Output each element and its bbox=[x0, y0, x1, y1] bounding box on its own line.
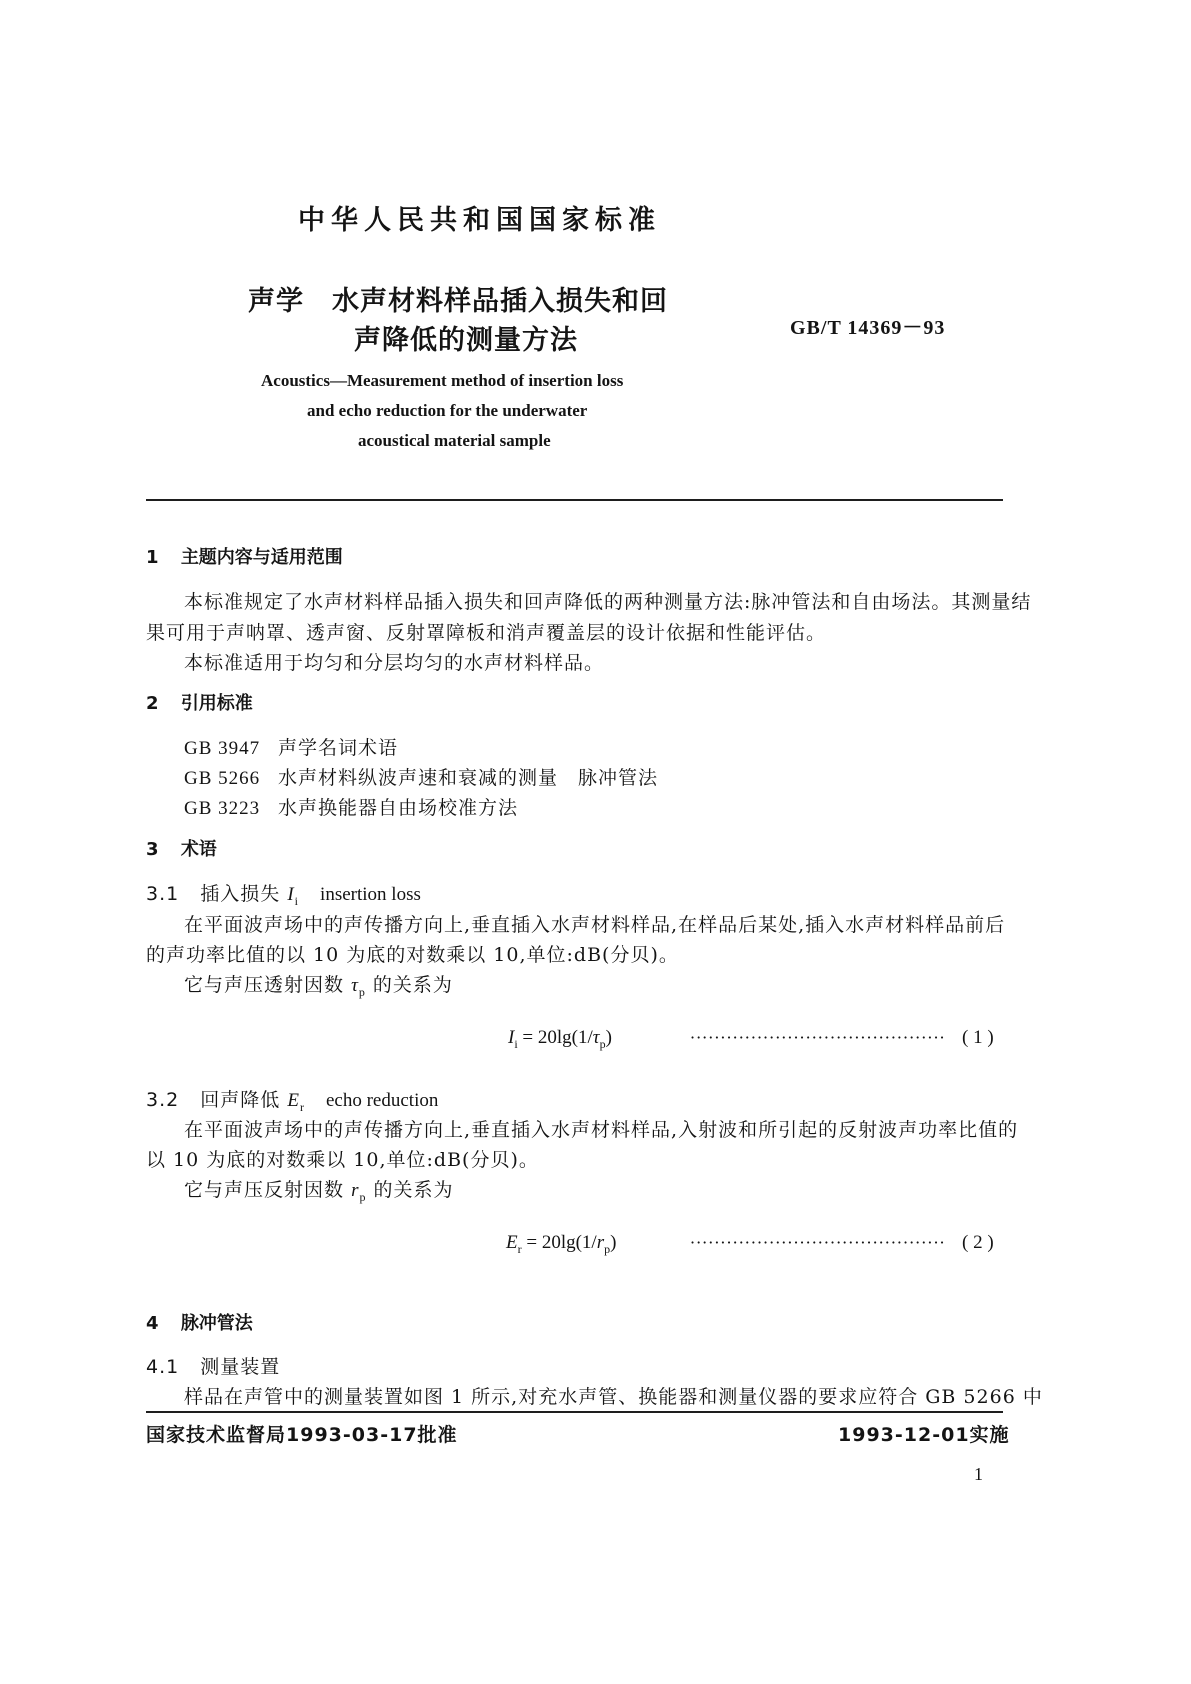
section-2-number: 2 bbox=[146, 693, 159, 714]
section-4-heading bbox=[146, 1309, 253, 1335]
term-3-2-relation bbox=[184, 1175, 454, 1205]
english-title-line-2: and echo reduction for the underwater bbox=[307, 401, 588, 420]
term-3-1-definition-b: 的声功率比值的以 10 为底的对数乘以 10,单位:dB(分贝)。 bbox=[146, 944, 679, 966]
section-1-heading bbox=[146, 543, 343, 569]
term-3-2-number: 3.2 bbox=[146, 1089, 180, 1111]
english-title-line-1: Acoustics—Measurement method of insertion loss bbox=[261, 371, 624, 390]
equation-1-leader-dots: ·········································· bbox=[690, 1028, 946, 1047]
term-3-2-definition-b: 以 10 为底的对数乘以 10,单位:dB(分贝)。 bbox=[146, 1149, 539, 1171]
equation-2-leader-dots: ·········································· bbox=[690, 1233, 946, 1252]
term-3-2-symbol: E bbox=[287, 1090, 300, 1111]
reference-row bbox=[184, 733, 398, 760]
title-line-2: 声降低的测量方法 bbox=[354, 325, 578, 356]
term-3-2-zh: 回声降低 bbox=[200, 1089, 281, 1111]
term-3-1-en: insertion loss bbox=[320, 884, 421, 905]
equation-1-lhs-sub: i bbox=[514, 1036, 518, 1051]
page-number: 1 bbox=[974, 1464, 983, 1484]
equation-2 bbox=[506, 1232, 616, 1257]
section-4-title: 脉冲管法 bbox=[180, 1313, 253, 1334]
reference-row bbox=[184, 763, 658, 790]
section-1-para-2: 本标准适用于均匀和分层均匀的水声材料样品。 bbox=[184, 652, 605, 674]
section-1-number: 1 bbox=[146, 547, 159, 568]
equation-2-end: ) bbox=[610, 1232, 617, 1253]
term-3-2-subscript: r bbox=[299, 1099, 305, 1114]
equation-2-lhs-sub: r bbox=[517, 1241, 522, 1256]
section-3-heading bbox=[146, 835, 217, 861]
subsection-4-1-number: 4.1 bbox=[146, 1356, 180, 1378]
national-standard-title: 中华人民共和国国家标准 bbox=[298, 205, 661, 236]
section-3-number: 3 bbox=[146, 839, 159, 860]
subsection-4-1-title: 测量装置 bbox=[200, 1356, 281, 1378]
equation-2-symbol: r bbox=[596, 1232, 605, 1253]
equation-1 bbox=[508, 1027, 612, 1052]
term-3-1-number: 3.1 bbox=[146, 883, 180, 905]
section-1-title: 主题内容与适用范围 bbox=[180, 547, 343, 568]
reference-code: GB 3223 bbox=[184, 798, 261, 819]
term-3-1-symbol: I bbox=[287, 884, 295, 905]
section-2-heading bbox=[146, 689, 253, 715]
term-3-2-heading bbox=[146, 1085, 438, 1115]
reference-code: GB 5266 bbox=[184, 768, 261, 789]
term-3-1-subscript: i bbox=[294, 893, 299, 908]
reference-title: 声学名词术语 bbox=[278, 737, 399, 759]
reference-row bbox=[184, 793, 518, 820]
relation-symbol: r bbox=[351, 1180, 360, 1201]
equation-1-mid: = 20lg(1/ bbox=[517, 1027, 593, 1048]
relation-suffix: 的关系为 bbox=[372, 974, 453, 996]
equation-1-symbol: τ bbox=[592, 1027, 600, 1048]
equation-1-symbol-sub: p bbox=[599, 1036, 606, 1051]
effective-date: 1993-12-01实施 bbox=[838, 1424, 1010, 1446]
equation-2-lhs: E bbox=[506, 1232, 518, 1253]
term-3-1-definition-a: 在平面波声场中的声传播方向上,垂直插入水声材料样品,在样品后某处,插入水声材料样品前后 bbox=[184, 914, 1006, 936]
equation-1-number: ( 1 ) bbox=[962, 1027, 994, 1048]
standard-code bbox=[790, 311, 945, 340]
relation-subscript: p bbox=[358, 984, 366, 999]
section-2-title: 引用标准 bbox=[180, 693, 253, 714]
standard-code-text: GB/T 14369－93 bbox=[790, 317, 946, 339]
section-3-title: 术语 bbox=[180, 839, 217, 860]
equation-1-end: ) bbox=[605, 1027, 612, 1048]
equation-2-symbol-sub: p bbox=[604, 1241, 611, 1256]
relation-prefix: 它与声压透射因数 bbox=[184, 974, 345, 996]
term-3-1-relation bbox=[184, 970, 453, 1000]
reference-title: 水声材料纵波声速和衰减的测量 脉冲管法 bbox=[278, 767, 659, 789]
term-3-1-heading bbox=[146, 879, 421, 909]
section-1-para-1b: 果可用于声呐罩、透声窗、反射罩障板和消声覆盖层的设计依据和性能评估。 bbox=[146, 622, 827, 644]
title-line-1: 声学 水声材料样品插入损失和回 bbox=[248, 286, 668, 317]
reference-code: GB 3947 bbox=[184, 738, 261, 759]
reference-title: 水声换能器自由场校准方法 bbox=[278, 797, 519, 819]
footer-divider bbox=[146, 1411, 1003, 1413]
section-1-para-1a: 本标准规定了水声材料样品插入损失和回声降低的两种测量方法:脉冲管法和自由场法。其测量结 bbox=[184, 591, 1032, 613]
relation-prefix: 它与声压反射因数 bbox=[184, 1179, 345, 1201]
header-divider bbox=[146, 499, 1003, 501]
equation-2-number: ( 2 ) bbox=[962, 1232, 994, 1253]
relation-symbol: τ bbox=[351, 975, 359, 996]
equation-1-lhs: I bbox=[508, 1027, 515, 1048]
term-3-2-en: echo reduction bbox=[325, 1090, 439, 1111]
relation-subscript: p bbox=[359, 1189, 367, 1204]
term-3-2-definition-a: 在平面波声场中的声传播方向上,垂直插入水声材料样品,入射波和所引起的反射波声功率比值的 bbox=[184, 1119, 1019, 1141]
english-title-line-3: acoustical material sample bbox=[358, 431, 551, 450]
equation-2-mid: = 20lg(1/ bbox=[521, 1232, 597, 1253]
term-3-1-zh: 插入损失 bbox=[200, 883, 281, 905]
approval-note: 国家技术监督局1993-03-17批准 bbox=[146, 1424, 458, 1446]
subsection-4-1-para: 样品在声管中的测量装置如图 1 所示,对充水声管、换能器和测量仪器的要求应符合 GB 5266 中 bbox=[184, 1386, 1043, 1408]
subsection-4-1-heading bbox=[146, 1352, 280, 1379]
relation-suffix: 的关系为 bbox=[373, 1179, 454, 1201]
section-4-number: 4 bbox=[146, 1313, 159, 1334]
